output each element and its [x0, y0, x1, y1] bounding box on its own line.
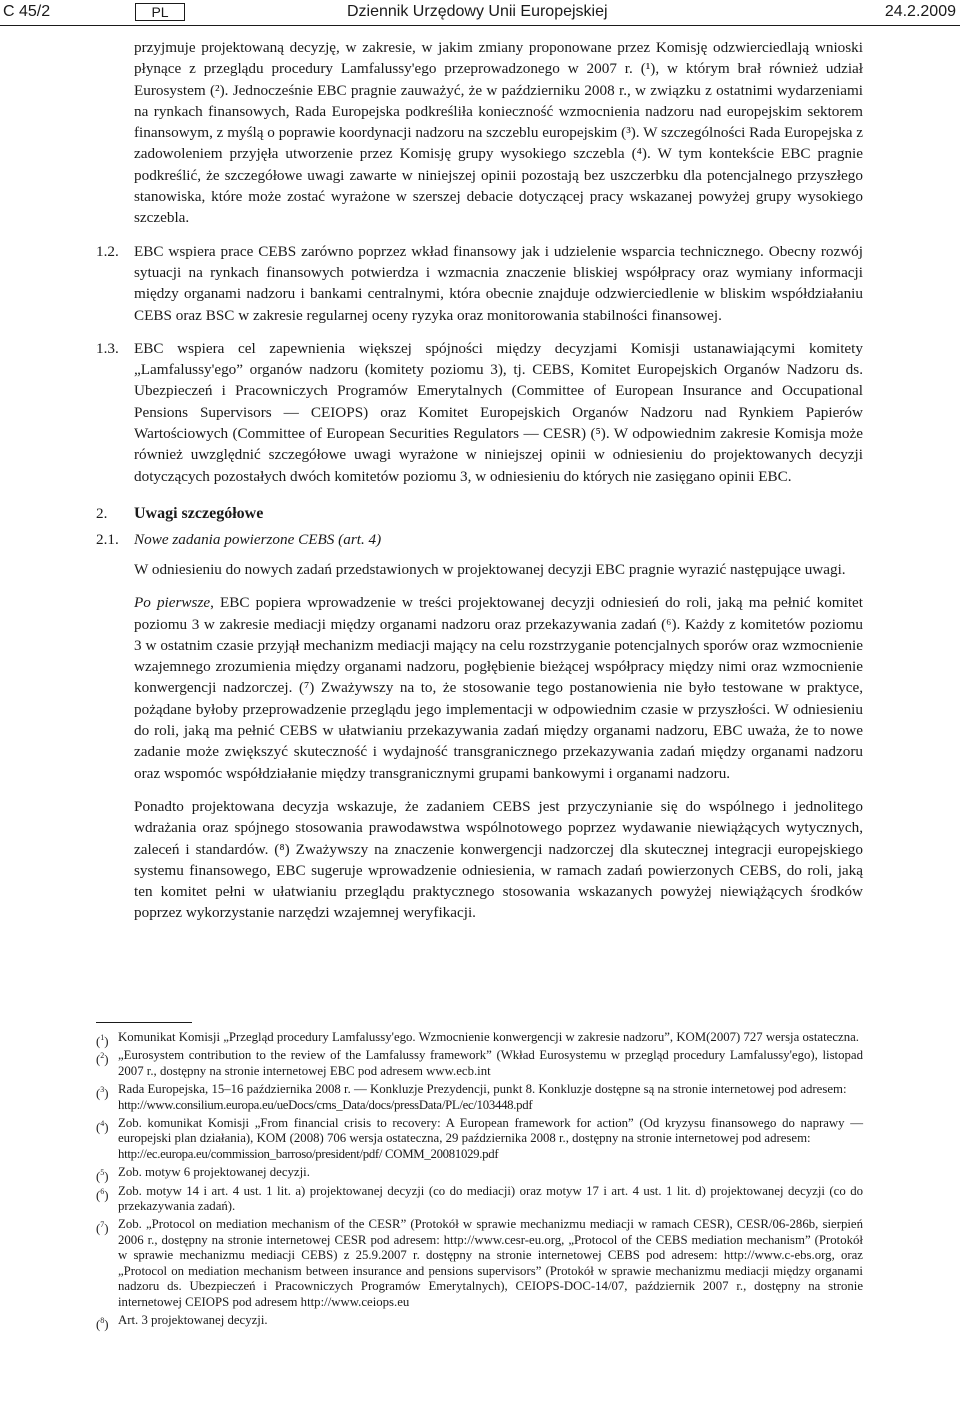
- journal-title: Dziennik Urzędowy Unii Europejskiej: [347, 3, 608, 20]
- footnote-text: Komunikat Komisji „Przegląd procedury Lamfalussy'ego. Wzmocnienie konwergencji w zakresie nadzoru”, KOM(2007) 727 wersja ostateczna.: [118, 1030, 859, 1044]
- footnote-number: 6: [100, 1186, 105, 1196]
- footnote-text: Art. 3 projektowanej decyzji.: [118, 1312, 268, 1327]
- footnote-text: Zob. komunikat Komisji „From financial crisis to recovery: A European framework for action” (Od kryzysu finansowego do naprawy — europejski plan działania), KOM (2008) 706 wersja ostateczna, 29 października 2008 r., dostępny na stronie internetowej pod adresem:: [118, 1116, 863, 1146]
- footnote-text: Rada Europejska, 15–16 października 2008 r. — Konkluzje Prezydencji, punkt 8. Konkluzje dostępne są na stronie internetowej pod adresem:: [118, 1082, 847, 1097]
- paragraph-text: W odniesieniu do nowych zadań przedstawionych w projektowanej decyzji EBC pragnie wyrazić następujące uwagi.: [134, 560, 846, 578]
- page-header: [0, 0, 960, 28]
- footnote-text: Zob. motyw 14 i art. 4 ust. 1 lit. a) projektowanej decyzji (co do mediacji) oraz motyw 17 i art. 4 ust. 1 lit. d) projektowanej decyzji (co do przekazywania zadań).: [118, 1183, 863, 1214]
- paragraph-1-2: [96, 241, 863, 326]
- footnote-url[interactable]: http://www.consilium.europa.eu/ueDocs/cms_Data/docs/pressData/PL/ec/103448.pdf: [118, 1097, 533, 1112]
- subsection-title: Nowe zadania powierzone CEBS (art. 4): [134, 530, 382, 548]
- footnote-4: ($^4$) Zob. komunikat Komisji „From financial crisis to recovery: A European framework for action” (Od kryzysu finansowego do naprawy — europejski plan działania), KOM (2008) 706 wersja ostateczna, 29 października 2008 r., dostępny na stronie internetowej pod adresem: http://ec.europa.eu/commission_barroso/president/pdf/ COMM_20081029.pdf: [96, 1116, 863, 1161]
- paragraph-text: EBC wspiera prace CEBS zarówno poprzez wkład finansowy jak i udzielenie wsparcia technicznego. Obecny rozwój sytuacji na rynkach finansowych potwierdza i wzmacnia znaczenie bliskiej współpracy oraz wymiany informacji między organami nadzoru i bankami centralnymi, która obecnie znajduje odzwierciedlenie w bliskim współdziałaniu CEBS oraz BSC w zakresie regularnej oceny ryzyka oraz monitorowania stabilności finansowej.: [134, 242, 863, 324]
- footnote-7: ($^7$) Zob. „Protocol on mediation mechanism of the CESR” (Protokół w sprawie mechanizmu mediacji w ramach CESR), CESR/06-286b, sierpień 2006 r., dostępny na stronie internetowej CESR pod adresem: http://www.cesr-eu.org, „Protocol of the CEBS mediation mechanism” (Protokół w sprawie mechanizmu mediacji CEBS) z 25.9.2007 r. dostępny na stronie internetowej CEBS pod adresem: http://www.c-ebs.org, oraz „Protocol on mediation mechanism between insurance and pensions supervisors” (Protokół w sprawie mechanizmu mediacji między organami nadzoru ds. Ubezpieczeń i Pracowniczych Programów Emerytalnych), CEIOPS-DOC-14/07, październik 2007 r., dostępny na stronie internetowej CEIOPS pod adresem http://www.ceiops.eu: [96, 1217, 863, 1309]
- paragraph-text: przyjmuje projektowaną decyzję, w zakresie, w jakim zmiany proponowane przez Komisję odzwierciedlają wnioski płynące z przeglądu procedury Lamfalussy'ego przeprowadzonego w 2007 r. (¹), w którym brał również udział Eurosystem (²). Jednocześnie EBC pragnie zauważyć, że w październiku 2008 r., w związku z ostatnimi wydarzeniami na rynkach finansowych, Rada Europejska podkreśliła konieczność wzmocnienia nadzoru nad europejskim sektorem finansowym, z myślą o poprawie koordynacji nadzoru na szczeblu europejskim (³). W szczególności Rada Europejska z zadowoleniem przyjęła utworzenie przez Komisję grupy wysokiego szczebla (⁴). W tym kontekście EBC pragnie podkreślić, że szczegółowe uwagi zawarte w niniejszej opinii pozostają bez uszczerbku dla potencjalnego przyszłego stanowiska, które może zostać wyrażone w szerszej debacie dotyczącej pracy wskazanej powyżej grupy wysokiego szczebla.: [134, 39, 863, 227]
- footnote-number: 3: [100, 1085, 105, 1095]
- footnote-6: ($^6$) Zob. motyw 14 i art. 4 ust. 1 lit. a) projektowanej decyzji (co do mediacji) oraz motyw 17 i art. 4 ust. 1 lit. d) projektowanej decyzji (co do przekazywania zadań).: [96, 1183, 863, 1214]
- footnote-number: 5: [100, 1168, 105, 1178]
- section-2-1-paragraph-2: [134, 592, 863, 784]
- footnote-5: ($^5$) Zob. motyw 6 projektowanej decyzji.: [96, 1165, 310, 1184]
- section-2-heading: [96, 504, 960, 523]
- footnote-8: ($^8$) Art. 3 projektowanej decyzji.: [96, 1312, 268, 1332]
- footnote-number: 2: [100, 1051, 105, 1061]
- footnote-text: Zob. motyw 6 projektowanej decyzji.: [118, 1165, 310, 1180]
- section-number: 2.: [96, 504, 108, 522]
- footnote-url[interactable]: http://ec.europa.eu/commission_barroso/president/pdf/ COMM_20081029.pdf: [118, 1146, 499, 1161]
- section-2-1-heading: [96, 530, 960, 549]
- paragraph-text: , EBC popiera wprowadzenie w treści projektowanej decyzji odniesień do roli, jaką ma pełnić komitet poziomu 3 w zakresie mediacji między organami nadzoru oraz przekazywania zadań (⁶). Każdy z komitetów poziomu 3 w ostatnim czasie przyjął mechanizm mediacji mający na celu rozstrzyganie potencjalnych sporów oraz wzmocnienie wzajemnego zrozumienia między organami nadzoru, pogłębienie bieżącej współpracy między nimi oraz wzmocnienie konwergencji nadzorczej. (⁷) Zważywszy na to, że stosowanie tego postanowienia nie było testowane w praktyce, pożądane byłoby przeprowadzenie przeglądu jego implementacji w odpowiednim czasie w przyszłości. W odniesieniu do roli, jaką ma pełnić CEBS w ułatwianiu przekazywania zadań między organami nadzoru, EBC uważa, że to nowe zadanie może zwiększyć skuteczność i wydajność transgranicznego przekazywania zadań między organami nadzoru oraz wspomóc współdziałanie między transgranicznymi grupami bankowymi i organami nadzoru.: [134, 594, 863, 782]
- paragraph-1-1-continued: [134, 37, 863, 229]
- paragraph-lead: Po pierwsze: [134, 594, 211, 612]
- page-number: C 45/2: [3, 3, 51, 20]
- footnote-number: 7: [100, 1220, 105, 1230]
- footnote-number: 4: [100, 1119, 105, 1129]
- subsection-number: 2.1.: [96, 530, 119, 548]
- footnote-text: „Eurosystem contribution to the review of the Lamfalussy framework” (Wkład Eurosystemu w przegląd procedury Lamfalussy'ego), listopad 2007 r., dostępny na stronie internetowej EBC pod adresem www.ecb.int: [118, 1048, 863, 1078]
- language-badge: PL: [135, 3, 185, 21]
- paragraph-number: 1.3.: [96, 339, 119, 357]
- section-2-1-paragraph-3: [134, 796, 863, 924]
- header-rule: [0, 25, 960, 26]
- publication-date: 24.2.2009: [884, 3, 956, 20]
- footnote-1: ($^1$) Komunikat Komisji „Przegląd procedury Lamfalussy'ego. Wzmocnienie konwergencji w zakresie nadzoru”, KOM(2007) 727 wersja ostateczna.: [96, 1030, 859, 1049]
- main-text: [0, 37, 960, 936]
- footnotes: [0, 1030, 960, 1331]
- paragraph-text: Ponadto projektowana decyzja wskazuje, że zadaniem CEBS jest przyczynianie się do wspólnego i jednolitego wdrażania oraz spójnego stosowania prawodawstwa wspólnotowego poprzez wydawanie niewiążących wytycznych, zaleceń i standardów. (⁸) Zważywszy na znaczenie konwergencji nadzorczej dla skutecznej integracji europejskiego systemu finansowego, EBC sugeruje wprowadzenie odniesienia, w ramach zadań powierzonych CEBS, do roli, jaką ten komitet pełni w ułatwianiu przeglądu praktycznego stosowania wskazanych powyżej niewiążących środków poprzez wykorzystanie narzędzi wzajemnej weryfikacji.: [134, 797, 863, 922]
- footnote-2: ($^2$) „Eurosystem contribution to the review of the Lamfalussy framework” (Wkład Eurosystemu w przegląd procedury Lamfalussy'ego), listopad 2007 r., dostępny na stronie internetowej EBC pod adresem www.ecb.int: [96, 1048, 863, 1078]
- section-title: Uwagi szczegółowe: [134, 504, 264, 522]
- paragraph-text: EBC wspiera cel zapewnienia większej spójności między decyzjami Komisji ustanawiającymi komitety „Lamfalussy'ego” organów nadzoru (komitety poziomu 3), tj. CEBS, Komitet Europejskich Organów Nadzoru ds. Ubezpieczeń i Pracowniczych Programów Emerytalnych (Committee of European Insurance and Occupational Pensions Supervisors — CEIOPS) oraz Komitet Europejskich Organów Nadzoru nad Rynkiem Papierów Wartościowych (Committee of European Securities Regulators — CESR) (⁵). W odpowiednim zakresie Komisja może również uwzględnić szczegółowe uwagi wyrażone w niniejszej opinii w odniesieniu do projektowanych decyzji dotyczących pozostałych dwóch komitetów poziomu 3, w odniesieniu do których nie zasięgano opinii EBC.: [134, 339, 863, 485]
- footnote-text: Zob. „Protocol on mediation mechanism of the CESR” (Protokół w sprawie mechanizmu mediacji w ramach CESR), CESR/06-286b, sierpień 2006 r., dostępny na stronie internetowej CESR pod adresem: http://www.cesr-eu.org, „Protocol of the CEBS mediation mechanism” (Protokół w sprawie mechanizmu mediacji CEBS) z 25.9.2007 r. dostępny na stronie internetowej CEBS pod adresem: http://www.c-ebs.org, oraz „Protocol on mediation mechanism between insurance and pensions supervisors” (Protokół w sprawie mechanizmu mediacji między organami nadzoru ds. Ubezpieczeń i Pracowniczych Programów Emerytalnych), CEIOPS-DOC-14/07, październik 2007 r., dostępny na stronie internetowej CEIOPS pod adresem http://www.ceiops.eu: [118, 1217, 863, 1309]
- footnote-number: 8: [100, 1315, 105, 1325]
- footnote-number: 1: [100, 1033, 105, 1042]
- paragraph-number: 1.2.: [96, 242, 119, 260]
- footnote-3: ($^3$) Rada Europejska, 15–16 października 2008 r. — Konkluzje Prezydencji, punkt 8. Konkluzje dostępne są na stronie internetowej pod adresem: http://www.consilium.europa.eu/ueDocs/cms_Data/docs/pressData/PL/ec/103448.pdf: [118, 1082, 863, 1113]
- section-2-1-paragraph-1: [134, 559, 863, 580]
- paragraph-1-3: [96, 338, 863, 487]
- footnote-rule: [96, 1022, 192, 1023]
